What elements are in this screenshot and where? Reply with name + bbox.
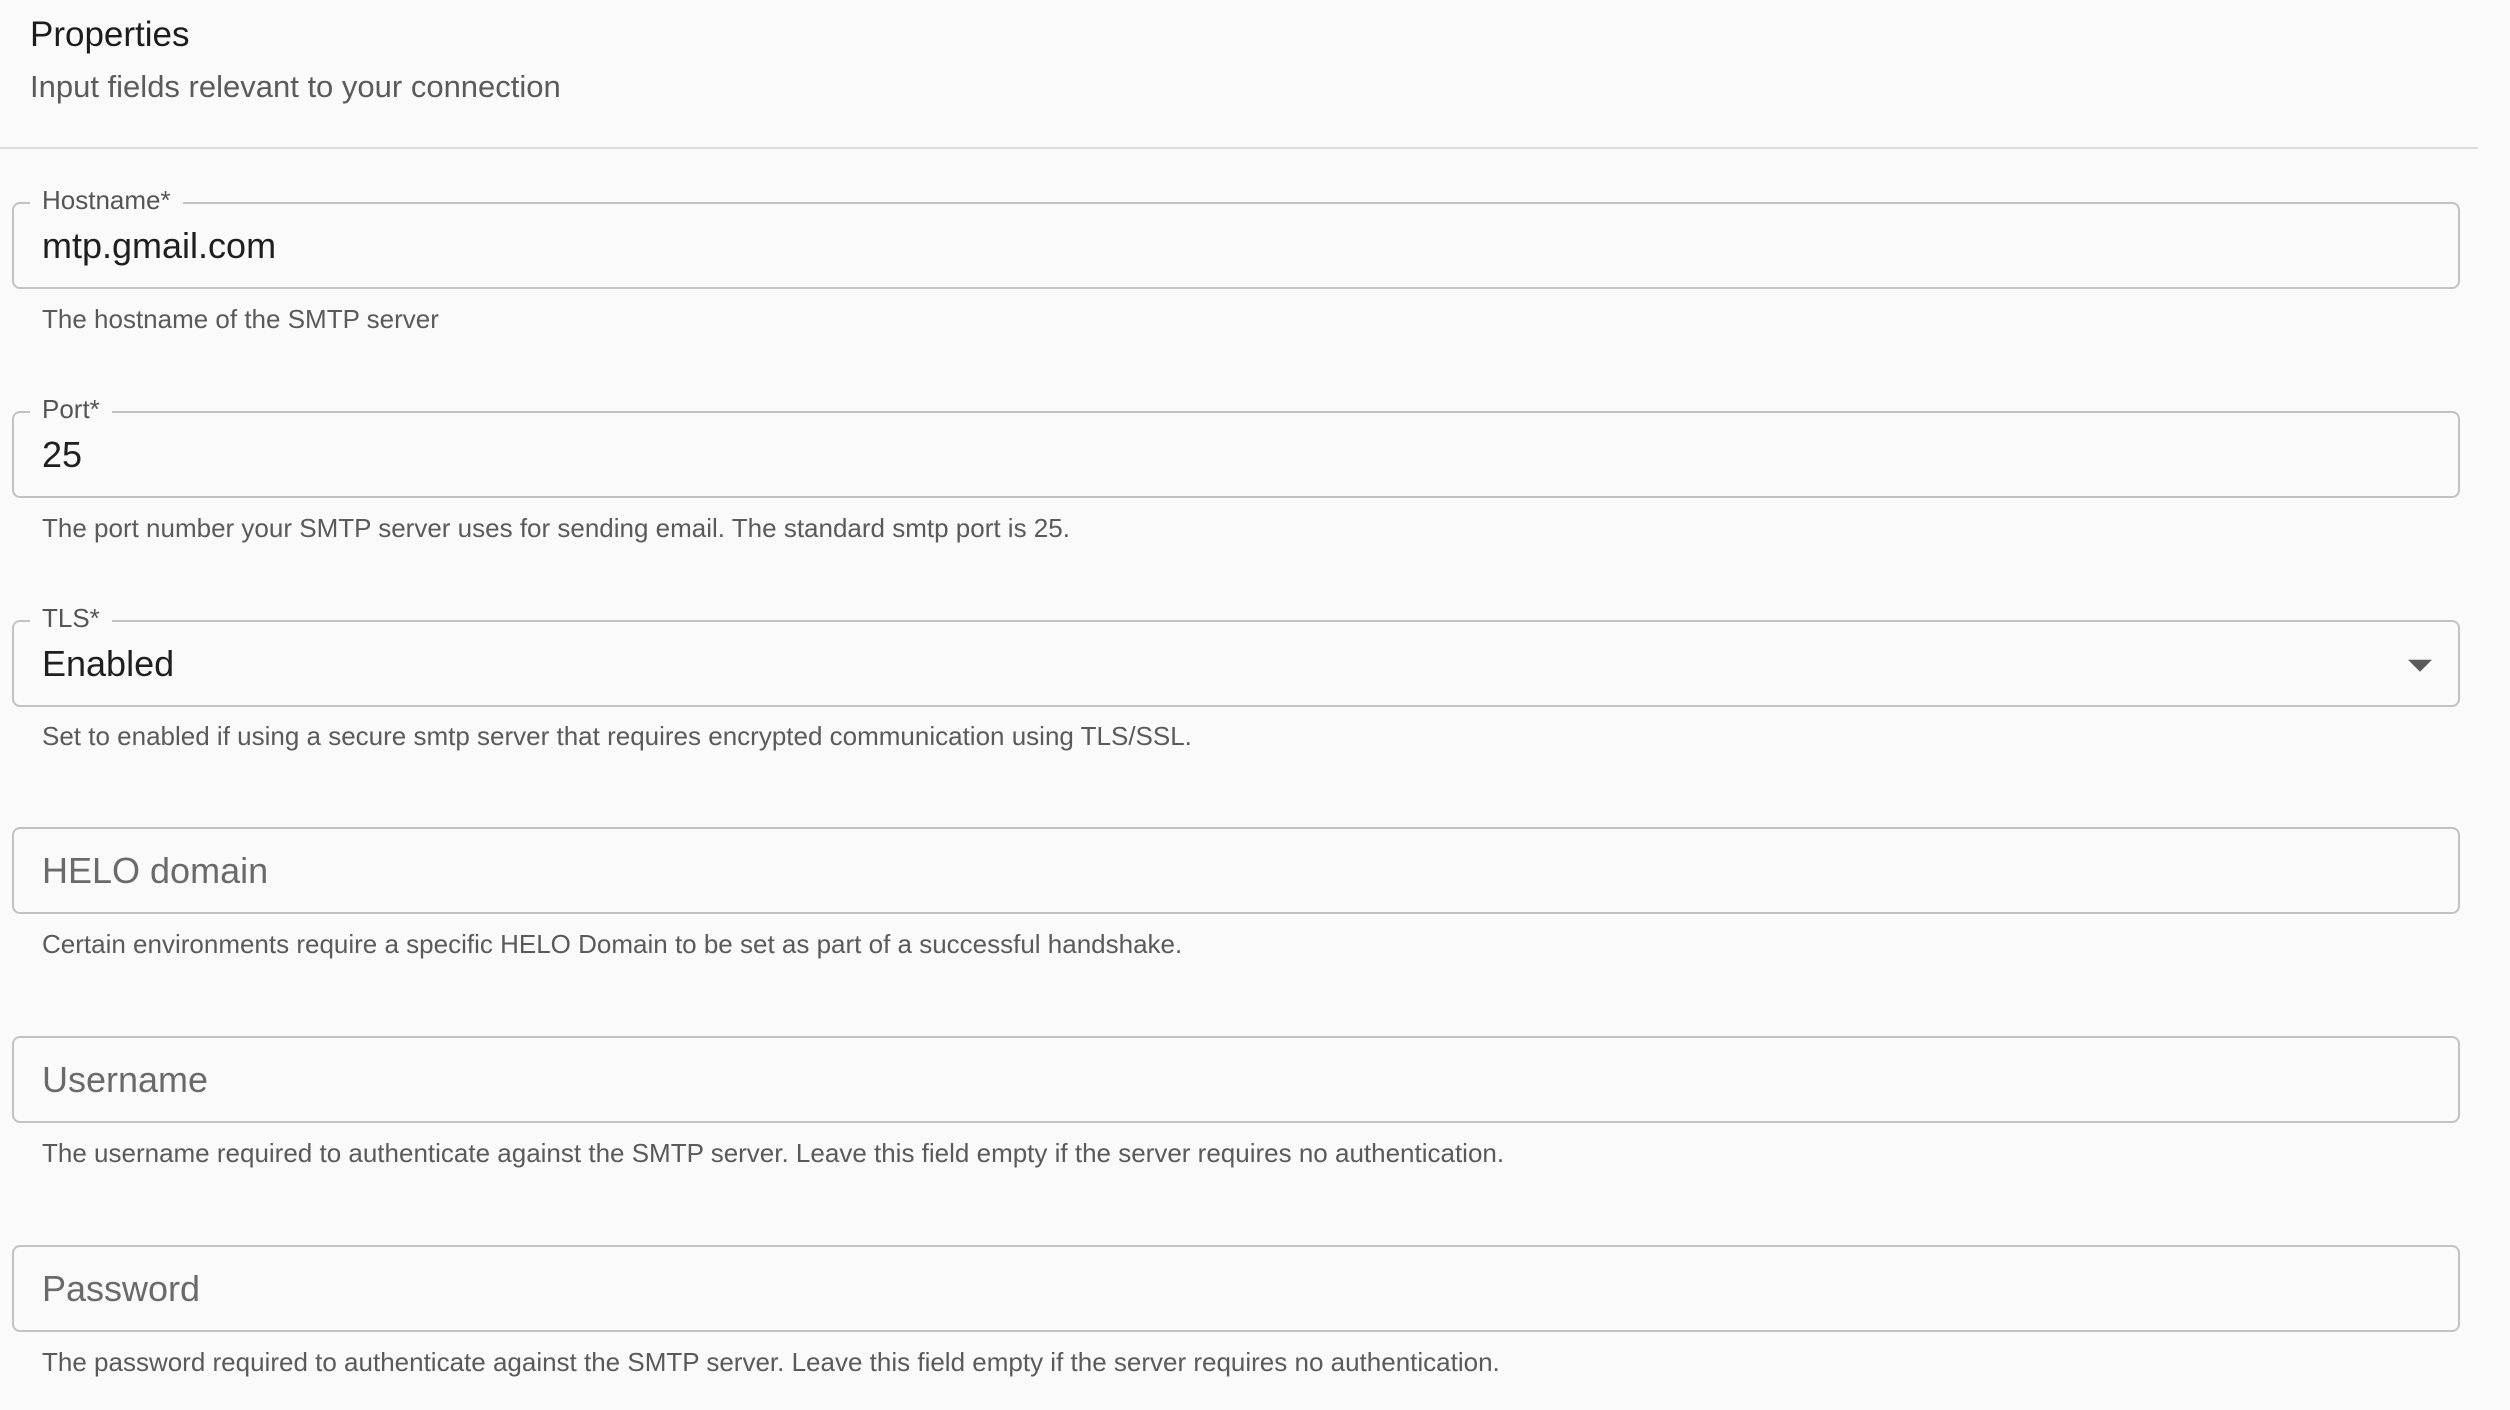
hostname-input[interactable] (42, 202, 2430, 289)
username-input[interactable] (42, 1036, 2430, 1123)
username-field[interactable] (12, 1036, 2460, 1123)
section-subtitle: Input fields relevant to your connection (30, 69, 561, 104)
port-helper: The port number your SMTP server uses for sending email. The standard smtp port is 25. (42, 513, 1070, 543)
password-field[interactable] (12, 1245, 2460, 1332)
port-field[interactable] (12, 394, 2460, 498)
tls-select[interactable] (12, 603, 2460, 707)
tls-label: TLS* (30, 601, 112, 635)
section-divider (0, 147, 2478, 149)
tls-selected-value[interactable]: Enabled (42, 642, 175, 684)
helo-domain-input[interactable] (42, 827, 2430, 914)
password-helper: The password required to authenticate against the SMTP server. Leave this field empty if the server requires no authentication. (42, 1347, 1500, 1377)
port-input[interactable] (42, 411, 2430, 498)
hostname-helper: The hostname of the SMTP server (42, 304, 439, 334)
helo-domain-field[interactable] (12, 827, 2460, 914)
helo-domain-helper: Certain environments require a specific HELO Domain to be set as part of a successful handshake. (42, 929, 1183, 959)
port-label: Port* (30, 392, 112, 426)
tls-helper: Set to enabled if using a secure smtp server that requires encrypted communication using TLS/SSL. (42, 721, 1192, 751)
hostname-label: Hostname* (30, 183, 183, 217)
username-helper: The username required to authenticate against the SMTP server. Leave this field empty if the server requires no authentication. (42, 1138, 1505, 1168)
hostname-field[interactable] (12, 185, 2460, 289)
password-input[interactable] (42, 1245, 2430, 1332)
chevron-down-icon[interactable] (2408, 659, 2432, 671)
section-title: Properties (30, 15, 190, 54)
